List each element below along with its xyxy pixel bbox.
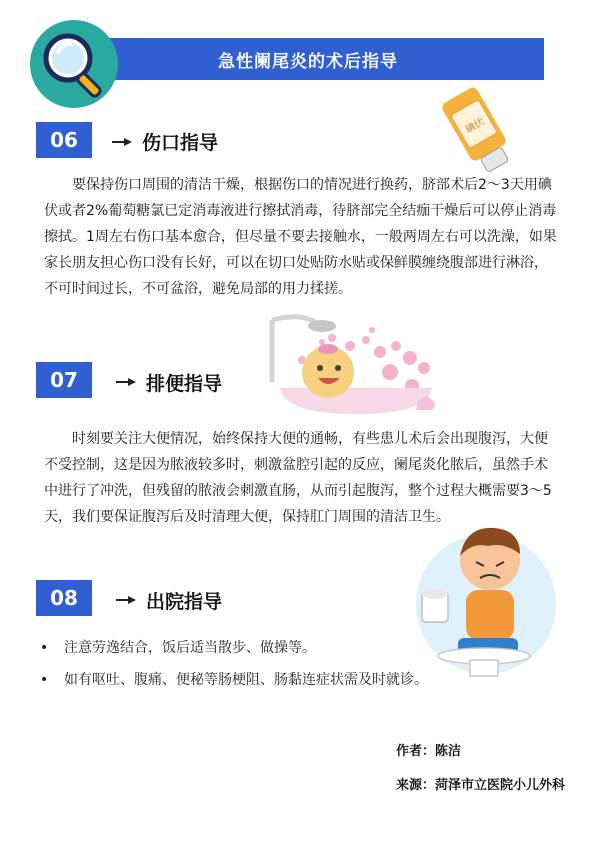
- source-credit: 来源：菏泽市立医院小儿外科: [396, 778, 566, 793]
- section-number: 08: [50, 586, 78, 610]
- section-title: 排便指导: [146, 373, 223, 395]
- section-number-08: [36, 580, 92, 616]
- page-title-bar: [72, 38, 544, 80]
- section-paragraph: 时刻要关注大便情况，始终保持大便的通畅，有些患儿术后会出现腹泻，大便不受控制，这是因为脓液较多时，刺激盆腔引起的反应，阑尾炎化脓后，虽然手术中进行了冲洗，但残留的脓液会刺激直肠，从而引起腹泻，整个过程大概需要3～5天，我们要保证腹泻后及时清理大便，保持肛门周围的清洁卫生。: [44, 431, 552, 525]
- page-title: 急性阑尾炎的术后指导: [218, 51, 398, 72]
- section-number-07: [36, 362, 92, 398]
- list-item: [36, 664, 536, 696]
- arrow-icon: [114, 594, 140, 606]
- section-number: 07: [50, 368, 78, 392]
- discharge-bullet-list: [36, 632, 536, 696]
- bullet-icon: •: [40, 672, 49, 688]
- list-item-text: 如有呕吐、腹痛、便秘等肠梗阻、肠黏连症状需及时就诊。: [64, 672, 428, 688]
- magnifier-icon: [28, 18, 120, 110]
- arrow-icon: [110, 136, 136, 148]
- list-item-text: 注意劳逸结合，饭后适当散步、做操等。: [64, 640, 316, 656]
- section-number: 06: [50, 128, 78, 152]
- section-title: 出院指导: [146, 591, 223, 613]
- bottle-label-text: 碘伏: [463, 116, 487, 136]
- section-number-06: [36, 122, 92, 158]
- arrow-icon: [114, 376, 140, 388]
- iodine-bottle-illustration: [428, 86, 528, 176]
- author-credit: 作者：陈洁: [396, 744, 462, 759]
- list-item: [36, 632, 536, 664]
- section-title: 伤口指导: [142, 132, 219, 154]
- bath-baby-illustration: [262, 312, 446, 420]
- bullet-icon: •: [40, 640, 49, 656]
- section-paragraph: 要保持伤口周围的清洁干燥，根据伤口的情况进行换药，脐部术后2～3天用碘伏或者2%葡萄糖氯已定消毒液进行擦拭消毒，待脐部完全结痂干燥后可以停止消毒擦拭。1周左右伤口基本愈合，但尽量不要去接触水，一般两周左右可以洗澡，如果家长朋友担心伤口没有长好，可以在切口处贴防水贴或保鲜膜缠绕腹部进行淋浴，不可时间过长，不可盆浴，避免局部的用力揉搓。: [44, 177, 557, 297]
